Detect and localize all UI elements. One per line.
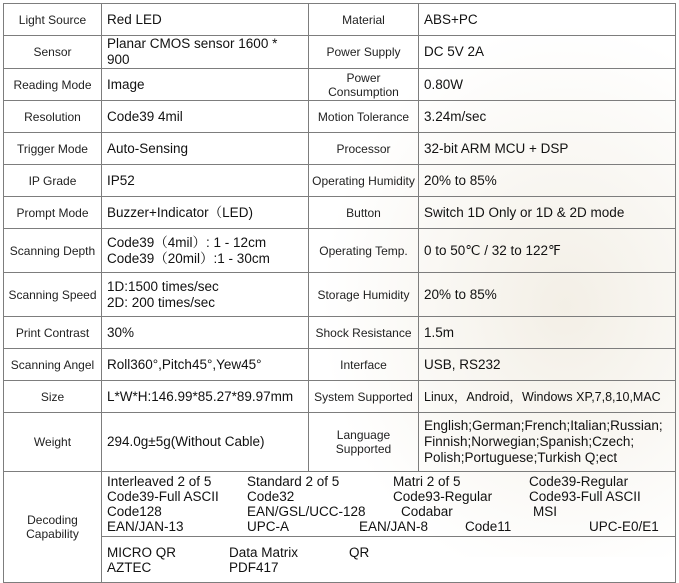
- spec-label: Motion Tolerance: [309, 101, 419, 133]
- spec-label: Weight: [4, 413, 102, 472]
- table-row: [4, 413, 676, 472]
- symbology-item: MSI: [533, 504, 558, 519]
- table-row: [4, 36, 676, 69]
- table-row: [4, 197, 676, 229]
- table-row: [4, 69, 676, 101]
- spec-value: Switch 1D Only or 1D & 2D mode: [419, 197, 676, 229]
- decoding-label-line: Capability: [26, 527, 79, 541]
- spec-value: DC 5V 2A: [419, 36, 676, 69]
- spec-label: Button: [309, 197, 419, 229]
- spec-label: Reading Mode: [4, 69, 102, 101]
- symbology-item: Code93-Full ASCII: [529, 489, 641, 504]
- spec-label: Size: [4, 381, 102, 413]
- table-row: [4, 101, 676, 133]
- spec-label: Print Contrast: [4, 317, 102, 349]
- spec-label: Power Consumption: [309, 69, 419, 101]
- spec-value: 32-bit ARM MCU + DSP: [419, 133, 676, 165]
- symbology-item: Code39-Full ASCII: [107, 489, 219, 504]
- spec-value-line: Code39（4mil）: 1 - 12cm: [107, 234, 267, 250]
- spec-label: Scanning Depth: [4, 229, 102, 273]
- table-row: [4, 537, 676, 583]
- spec-value: 20% to 85%: [419, 165, 676, 197]
- spec-label: Shock Resistance: [309, 317, 419, 349]
- spec-label: Operating Temp.: [309, 229, 419, 273]
- spec-value: Auto-Sensing: [102, 133, 309, 165]
- spec-value: Planar CMOS sensor 1600 * 900: [102, 36, 309, 69]
- table-row: [4, 273, 676, 317]
- spec-value-line: English;German;French;Italian;Russian;: [424, 418, 663, 433]
- spec-label: Power Supply: [309, 36, 419, 69]
- spec-label: Sensor: [4, 36, 102, 69]
- spec-label: Material: [309, 4, 419, 36]
- table-row: [4, 133, 676, 165]
- spec-value: Linux，Android，Windows XP,7,8,10,MAC: [419, 381, 676, 413]
- spec-label: Operating Humidity: [309, 165, 419, 197]
- symbology-item: AZTEC: [107, 559, 152, 575]
- symbology-item: Codabar: [401, 504, 453, 519]
- spec-value: 294.0g±5g(Without Cable): [102, 413, 309, 472]
- table-row: [4, 229, 676, 273]
- spec-label: IP Grade: [4, 165, 102, 197]
- spec-label: Resolution: [4, 101, 102, 133]
- spec-label: Storage Humidity: [309, 273, 419, 317]
- table-row: [4, 165, 676, 197]
- symbology-item: Interleaved 2 of 5: [107, 474, 212, 489]
- spec-value: ABS+PC: [419, 4, 676, 36]
- spec-value: 1.5m: [419, 317, 676, 349]
- symbology-item: EAN/JAN-13: [107, 519, 184, 534]
- spec-value: [419, 413, 676, 472]
- symbology-item: Standard 2 of 5: [247, 474, 340, 489]
- spec-label: [309, 413, 419, 472]
- spec-value: 0.80W: [419, 69, 676, 101]
- spec-value-line: 1D:1500 times/sec: [107, 278, 219, 294]
- symbology-item: Code93-Regular: [393, 489, 493, 504]
- table-row: [4, 317, 676, 349]
- spec-value: [102, 229, 309, 273]
- spec-value: 30%: [102, 317, 309, 349]
- spec-label: Trigger Mode: [4, 133, 102, 165]
- symbology-item: EAN/GSL/UCC-128: [247, 504, 366, 519]
- symbology-item: Code128: [107, 504, 162, 519]
- symbology-item: UPC-A: [247, 519, 290, 534]
- spec-label: Scanning Speed: [4, 273, 102, 317]
- spec-label: Scanning Angel: [4, 349, 102, 381]
- table-row: [4, 472, 676, 537]
- symbology-item: Matri 2 of 5: [393, 474, 461, 489]
- spec-label: Light Source: [4, 4, 102, 36]
- table-row: [4, 349, 676, 381]
- table-row: [4, 4, 676, 36]
- spec-label: Prompt Mode: [4, 197, 102, 229]
- spec-value: 20% to 85%: [419, 273, 676, 317]
- symbology-item: EAN/JAN-8: [359, 519, 429, 534]
- spec-label-line: Language: [336, 428, 391, 442]
- spec-value: Buzzer+Indicator（LED): [102, 197, 309, 229]
- spec-value: 0 to 50℃ / 32 to 122℉: [419, 229, 676, 273]
- spec-label-line: Supported: [335, 442, 392, 456]
- spec-value: L*W*H:146.99*85.27*89.97mm: [102, 381, 309, 413]
- symbology-item: PDF417: [229, 559, 279, 575]
- decoding-label-line: Decoding: [27, 513, 78, 527]
- spec-label: System Supported: [309, 381, 419, 413]
- spec-value: Red LED: [102, 4, 309, 36]
- spec-value: IP52: [102, 165, 309, 197]
- symbology-item: MICRO QR: [107, 544, 176, 560]
- spec-value-line: 2D: 200 times/sec: [107, 294, 216, 310]
- decoding-2d-list: [102, 537, 676, 583]
- spec-value: Image: [102, 69, 309, 101]
- symbology-item: Code11: [465, 519, 512, 534]
- decoding-1d-list: [102, 472, 676, 537]
- symbology-item: Code32: [247, 489, 295, 504]
- spec-table: [3, 3, 676, 583]
- symbology-item: UPC-E0/E1: [589, 519, 659, 534]
- symbology-item: Code39-Regular: [529, 474, 629, 489]
- table-row: [4, 381, 676, 413]
- symbology-item: Data Matrix: [229, 544, 299, 560]
- spec-label: Processor: [309, 133, 419, 165]
- decoding-label: [4, 472, 102, 583]
- spec-value-line: Code39（20mil）:1 - 30cm: [107, 250, 270, 266]
- spec-value: [102, 273, 309, 317]
- spec-value: Roll360°,Pitch45°,Yew45°: [102, 349, 309, 381]
- spec-value-line: Finnish;Norwegian;Spanish;Czech;: [424, 434, 635, 449]
- spec-label: Interface: [309, 349, 419, 381]
- spec-value: Code39 4mil: [102, 101, 309, 133]
- spec-value: USB, RS232: [419, 349, 676, 381]
- spec-value-line: Polish;Portuguese;Turkish Q;ect: [424, 450, 618, 465]
- symbology-item: QR: [349, 544, 370, 560]
- spec-value: 3.24m/sec: [419, 101, 676, 133]
